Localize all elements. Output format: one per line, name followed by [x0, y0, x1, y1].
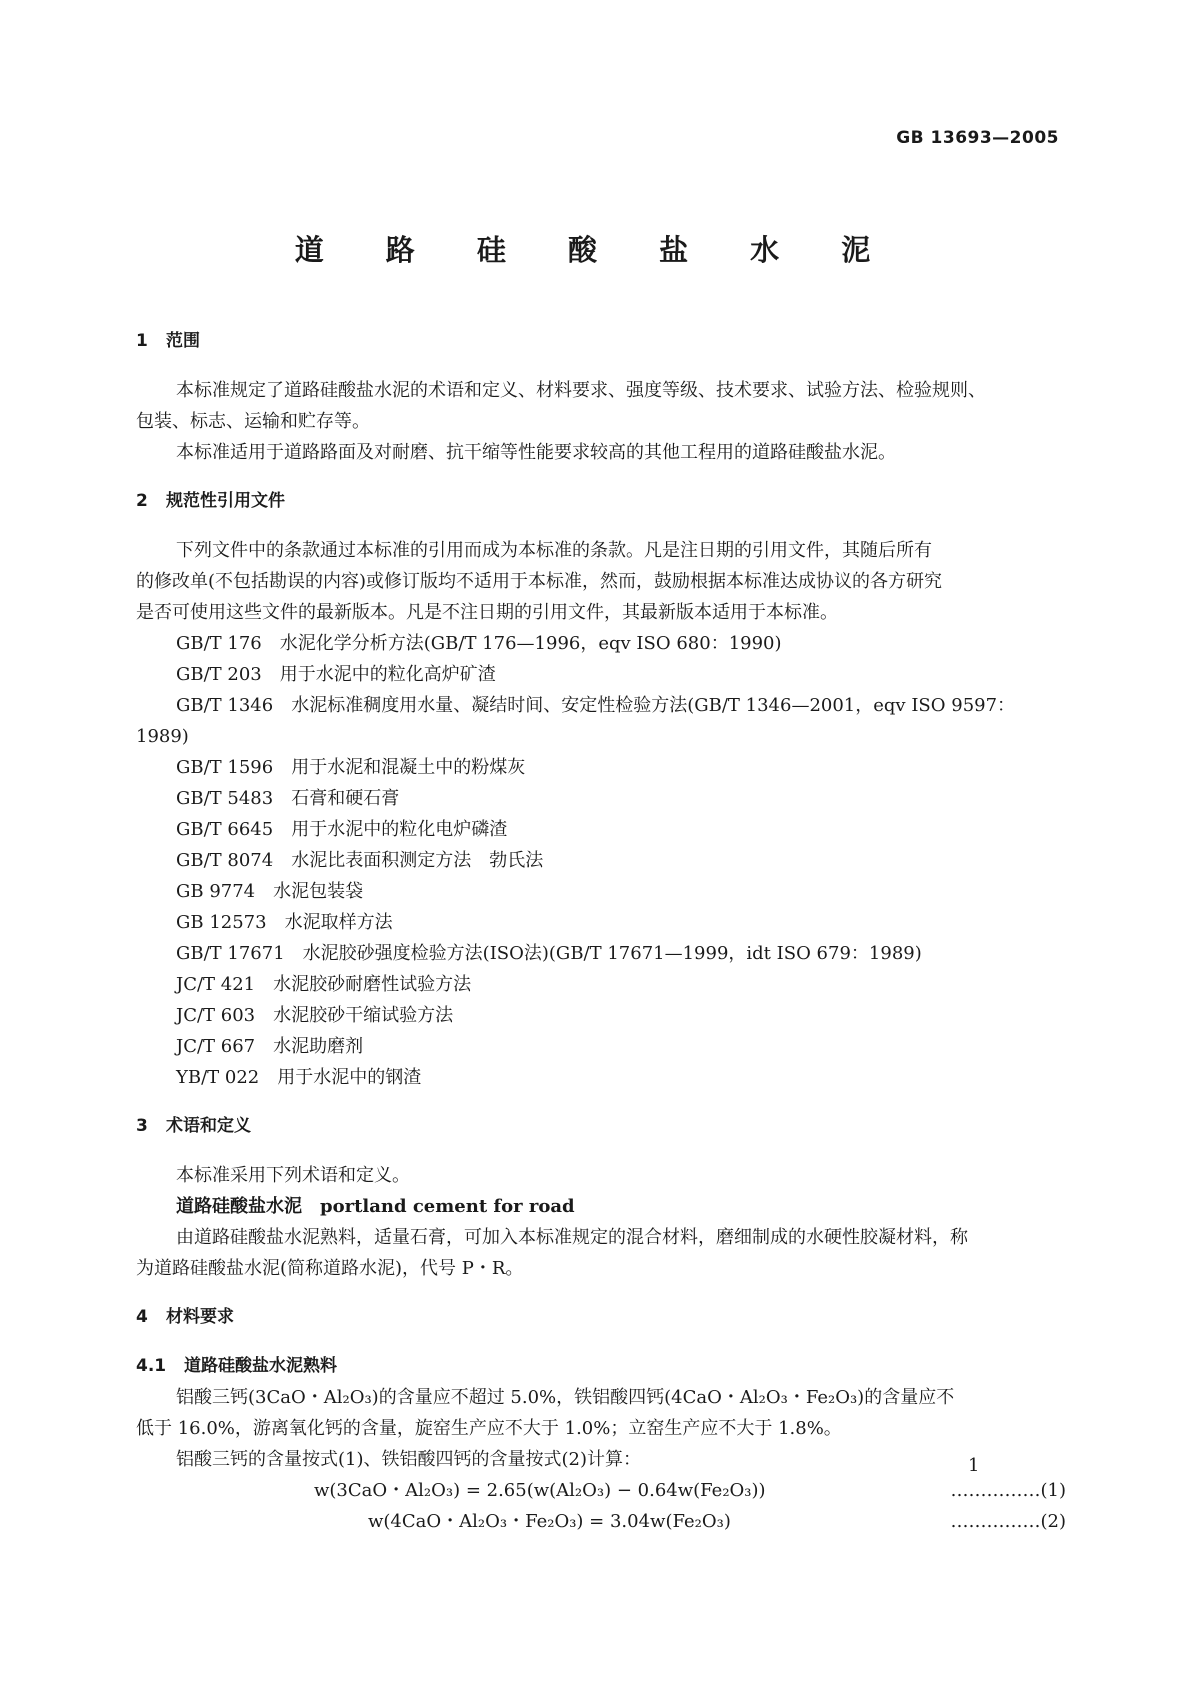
term-chinese: 道路硅酸盐水泥	[176, 1196, 302, 1217]
reference-title: 水泥胶砂强度检验方法(ISO法)(GB/T 17671—1999，idt ISO 679：1989)	[302, 943, 922, 964]
reference-item	[136, 752, 1066, 783]
reference-item	[136, 845, 1066, 876]
reference-code: GB/T 8074	[176, 850, 274, 871]
equation-2	[136, 1506, 1066, 1537]
reference-code: GB/T 5483	[176, 788, 274, 809]
section-title: 规范性引用文件	[166, 491, 285, 511]
reference-title: 水泥比表面积测定方法 勃氏法	[291, 850, 544, 871]
term-english: portland cement for road	[320, 1196, 575, 1217]
reference-item	[136, 814, 1066, 845]
paragraph: 本标准适用于道路路面及对耐磨、抗干缩等性能要求较高的其他工程用的道路硅酸盐水泥。	[176, 442, 896, 463]
section-number: 4	[136, 1307, 148, 1327]
reference-code: GB/T 1596	[176, 757, 274, 778]
section-title: 范围	[166, 331, 200, 351]
reference-code: JC/T 603	[176, 1005, 256, 1026]
reference-title: 水泥胶砂干缩试验方法	[273, 1005, 454, 1026]
paragraph-continued: 是否可使用这些文件的最新版本。凡是不注日期的引用文件，其最新版本适用于本标准。	[136, 602, 838, 623]
paragraph: 本标准采用下列术语和定义。	[176, 1165, 410, 1186]
reference-item	[136, 1031, 1066, 1062]
reference-title: 水泥胶砂耐磨性试验方法	[273, 974, 472, 995]
reference-code: GB/T 1346	[176, 695, 274, 716]
reference-title: 水泥取样方法	[284, 912, 393, 933]
section-heading-terms	[136, 1111, 1066, 1142]
reference-code: GB/T 6645	[176, 819, 274, 840]
reference-title: 用于水泥和混凝土中的粉煤灰	[291, 757, 526, 778]
reference-item	[136, 659, 1066, 690]
page-number: 1	[968, 1455, 980, 1476]
standard-number: GB 13693—2005	[896, 128, 1059, 148]
section-title: 材料要求	[166, 1307, 234, 1327]
reference-code: JC/T 421	[176, 974, 256, 995]
paragraph: 铝酸三钙的含量按式(1)、铁铝酸四钙的含量按式(2)计算：	[176, 1449, 641, 1470]
equation-expression: w(3CaO・Al₂O₃) = 2.65(w(Al₂O₃) − 0.64w(Fe₂O₃))	[314, 1480, 766, 1501]
reference-continued: 1989)	[136, 726, 189, 747]
equation-expression: w(4CaO・Al₂O₃・Fe₂O₃) = 3.04w(Fe₂O₃)	[368, 1511, 731, 1532]
reference-item	[136, 876, 1066, 907]
subsection-heading-clinker	[136, 1351, 1066, 1382]
equation-1	[136, 1475, 1066, 1506]
section-number: 2	[136, 491, 148, 511]
reference-code: GB 12573	[176, 912, 267, 933]
section-heading-scope	[136, 326, 1066, 357]
reference-title: 水泥助磨剂	[273, 1036, 364, 1057]
reference-item	[136, 938, 1066, 969]
paragraph-continued: 的修改单(不包括勘误的内容)或修订版均不适用于本标准，然而，鼓励根据本标准达成协议的各方研究	[136, 571, 943, 592]
reference-item	[136, 783, 1066, 814]
paragraph: 本标准规定了道路硅酸盐水泥的术语和定义、材料要求、强度等级、技术要求、试验方法、检验规则、	[176, 380, 986, 401]
reference-code: GB/T 17671	[176, 943, 285, 964]
reference-code: GB 9774	[176, 881, 256, 902]
reference-item	[136, 1062, 1066, 1093]
reference-item	[136, 1000, 1066, 1031]
reference-code: GB/T 176	[176, 633, 262, 654]
section-heading-normative-references	[136, 486, 1066, 517]
paragraph: 铝酸三钙(3CaO・Al₂O₃)的含量应不超过 5.0%，铁铝酸四钙(4CaO・Al₂O₃・Fe₂O₃)的含量应不	[176, 1387, 955, 1408]
section-number: 1	[136, 331, 148, 351]
term-definition: 由道路硅酸盐水泥熟料，适量石膏，可加入本标准规定的混合材料，磨细制成的水硬性胶凝材料，称	[176, 1227, 968, 1248]
reference-code: GB/T 203	[176, 664, 262, 685]
document-title: 道 路 硅 酸 盐 水 泥	[294, 233, 897, 267]
reference-code: YB/T 022	[176, 1067, 260, 1088]
reference-item	[136, 969, 1066, 1000]
reference-title: 水泥化学分析方法(GB/T 176—1996，eqv ISO 680：1990)	[279, 633, 782, 654]
reference-item	[136, 690, 1066, 721]
paragraph-continued: 低于 16.0%，游离氧化钙的含量，旋窑生产应不大于 1.0%；立窑生产应不大于 1.8%。	[136, 1418, 842, 1439]
equation-number: ……………(1)	[950, 1480, 1066, 1501]
reference-title: 水泥包装袋	[273, 881, 364, 902]
reference-item	[136, 907, 1066, 938]
equation-number: ……………(2)	[950, 1511, 1066, 1532]
reference-title: 用于水泥中的钢渣	[277, 1067, 422, 1088]
reference-item	[136, 628, 1066, 659]
document-body	[136, 326, 1066, 1537]
section-number: 3	[136, 1116, 148, 1136]
section-heading-materials	[136, 1302, 1066, 1333]
paragraph: 下列文件中的条款通过本标准的引用而成为本标准的条款。凡是注日期的引用文件，其随后所有	[176, 540, 932, 561]
paragraph-continued: 包装、标志、运输和贮存等。	[136, 411, 370, 432]
term-entry	[136, 1191, 1066, 1222]
reference-code: JC/T 667	[176, 1036, 256, 1057]
subsection-title: 道路硅酸盐水泥熟料	[184, 1356, 337, 1376]
term-definition-continued: 为道路硅酸盐水泥(简称道路水泥)，代号 P・R。	[136, 1258, 524, 1279]
reference-title: 水泥标准稠度用水量、凝结时间、安定性检验方法(GB/T 1346—2001，eqv ISO 9597：	[291, 695, 1016, 716]
subsection-number: 4.1	[136, 1356, 167, 1376]
reference-title: 用于水泥中的粒化电炉磷渣	[291, 819, 508, 840]
reference-title: 用于水泥中的粒化高炉矿渣	[279, 664, 496, 685]
section-title: 术语和定义	[166, 1116, 251, 1136]
reference-title: 石膏和硬石膏	[291, 788, 400, 809]
